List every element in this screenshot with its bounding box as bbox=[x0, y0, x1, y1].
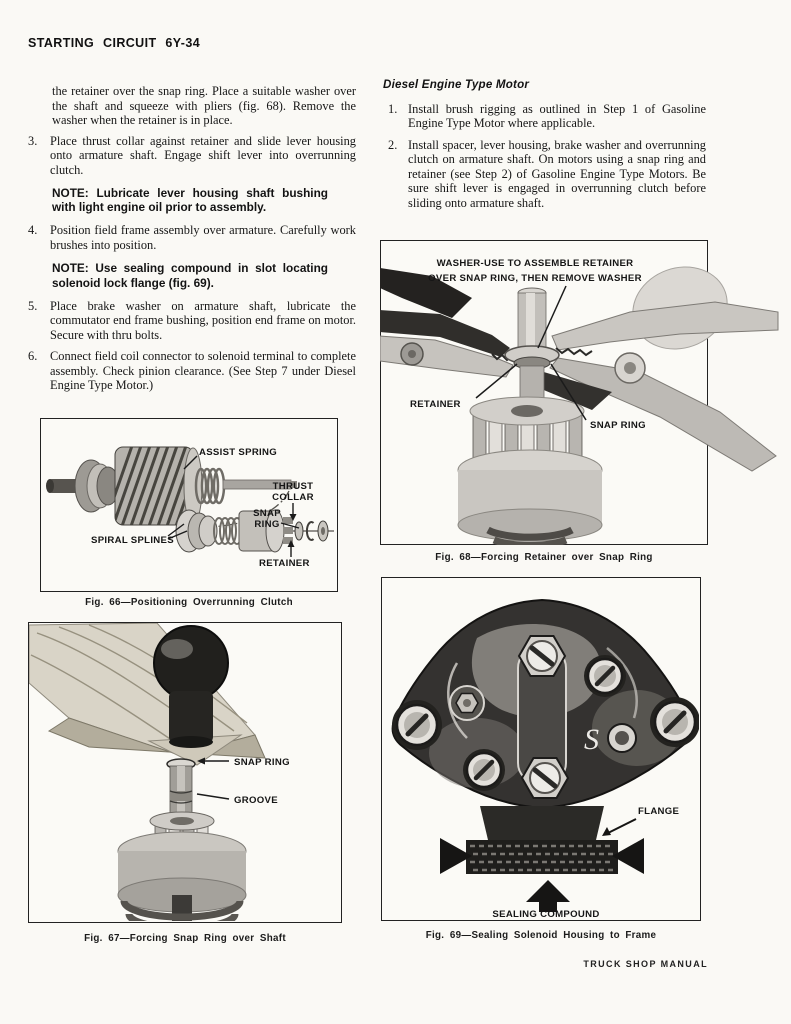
step-6-number: 6. bbox=[28, 349, 38, 364]
step-3-text: Place thrust collar against retainer and slide lever housing onto armature shaft. Engage shift lever into overrunning clutch. bbox=[50, 133, 356, 177]
step-5 bbox=[28, 299, 356, 343]
figure-69-illustration bbox=[382, 578, 699, 919]
diesel-step-1-number: 1. bbox=[388, 101, 398, 116]
retainer-label: RETAINER bbox=[259, 558, 310, 569]
spiral-splines-label: SPIRAL SPLINES bbox=[91, 535, 174, 546]
washer-note-line2: OVER SNAP RING, THEN REMOVE WASHER bbox=[428, 273, 642, 284]
diesel-step-2-text: Install spacer, lever housing, brake washer and overrunning clutch on armature shaft. On motors using a snap ring and retainer (see Step 2) of Gasoline Engine Type Motors. Be sure shift lever is engaged in overrunning clutch before sliding onto armature shaft. bbox=[408, 137, 706, 210]
thrust-collar-label-line2: COLLAR bbox=[272, 492, 314, 503]
page-footer: TRUCK SHOP MANUAL bbox=[583, 959, 708, 969]
step-4 bbox=[28, 223, 356, 252]
figure-68-illustration bbox=[380, 240, 784, 545]
figure-68-caption: Fig. 68—Forcing Retainer over Snap Ring bbox=[435, 552, 653, 563]
figure-67-caption: Fig. 67—Forcing Snap Ring over Shaft bbox=[84, 933, 286, 944]
diesel-step-2 bbox=[380, 138, 706, 211]
snap-ring-label-line2: RING bbox=[254, 519, 280, 530]
page-header: STARTING CIRCUIT 6Y-34 bbox=[28, 36, 201, 50]
note-lubricate: NOTE: Lubricate lever housing shaft bushing with light engine oil prior to assembly. bbox=[52, 186, 328, 215]
step-6 bbox=[28, 349, 356, 393]
groove-label: GROOVE bbox=[234, 795, 278, 806]
snap-ring-label: SNAP RING bbox=[234, 757, 290, 768]
step-6-text: Connect field coil connector to solenoid terminal to complete assembly. Check pinion clearance. (See Step 7 under Diesel Engine Type Motor.) bbox=[50, 349, 356, 393]
diesel-step-2-number: 2. bbox=[388, 137, 398, 152]
step-3 bbox=[28, 134, 356, 178]
figure-69-caption: Fig. 69—Sealing Solenoid Housing to Frame bbox=[425, 930, 657, 941]
figure-66 bbox=[40, 418, 338, 592]
step-4-number: 4. bbox=[28, 223, 38, 238]
snap-ring-label: SNAP RING bbox=[590, 420, 646, 431]
right-column bbox=[380, 78, 706, 217]
step-3-number: 3. bbox=[28, 133, 38, 148]
figure-67-illustration bbox=[29, 623, 340, 921]
thrust-collar-label-line1: THRUST bbox=[272, 481, 314, 492]
step-5-number: 5. bbox=[28, 298, 38, 313]
left-column bbox=[28, 84, 356, 400]
figure-66-caption: Fig. 66—Positioning Overrunning Clutch bbox=[85, 597, 293, 608]
note-sealing-compound: NOTE: Use sealing compound in slot locating solenoid lock flange (fig. 69). bbox=[52, 261, 328, 290]
continuation-paragraph: the retainer over the snap ring. Place a suitable washer over the shaft and squeeze with pliers (fig. 68). Remove the washer when the retainer is in place. bbox=[52, 84, 356, 127]
sealing-compound-label: SEALING COMPOUND bbox=[492, 909, 600, 919]
diesel-step-1-text: Install brush rigging as outlined in Step 1 of Gasoline Engine Type Motor where applicable. bbox=[408, 101, 706, 130]
diesel-engine-heading: Diesel Engine Type Motor bbox=[383, 78, 530, 91]
snap-ring-label-line1: SNAP bbox=[253, 508, 281, 519]
retainer-label: RETAINER bbox=[410, 399, 461, 410]
figure-67 bbox=[28, 622, 342, 923]
step-5-text: Place brake washer on armature shaft, lubricate the commutator end frame bushing, position end frame on motor. Secure with thru bolts. bbox=[50, 298, 356, 342]
figure-69 bbox=[381, 577, 701, 921]
figure-68 bbox=[380, 240, 784, 545]
diesel-step-1 bbox=[380, 102, 706, 131]
flange-label: FLANGE bbox=[638, 806, 680, 817]
assist-spring-label: ASSIST SPRING bbox=[199, 447, 277, 458]
step-4-text: Position field frame assembly over armature. Carefully work brushes into position. bbox=[50, 223, 356, 252]
figure-66-illustration bbox=[41, 419, 336, 590]
washer-note-line1: WASHER-USE TO ASSEMBLE RETAINER bbox=[436, 258, 634, 269]
s-marking: S bbox=[584, 723, 599, 756]
